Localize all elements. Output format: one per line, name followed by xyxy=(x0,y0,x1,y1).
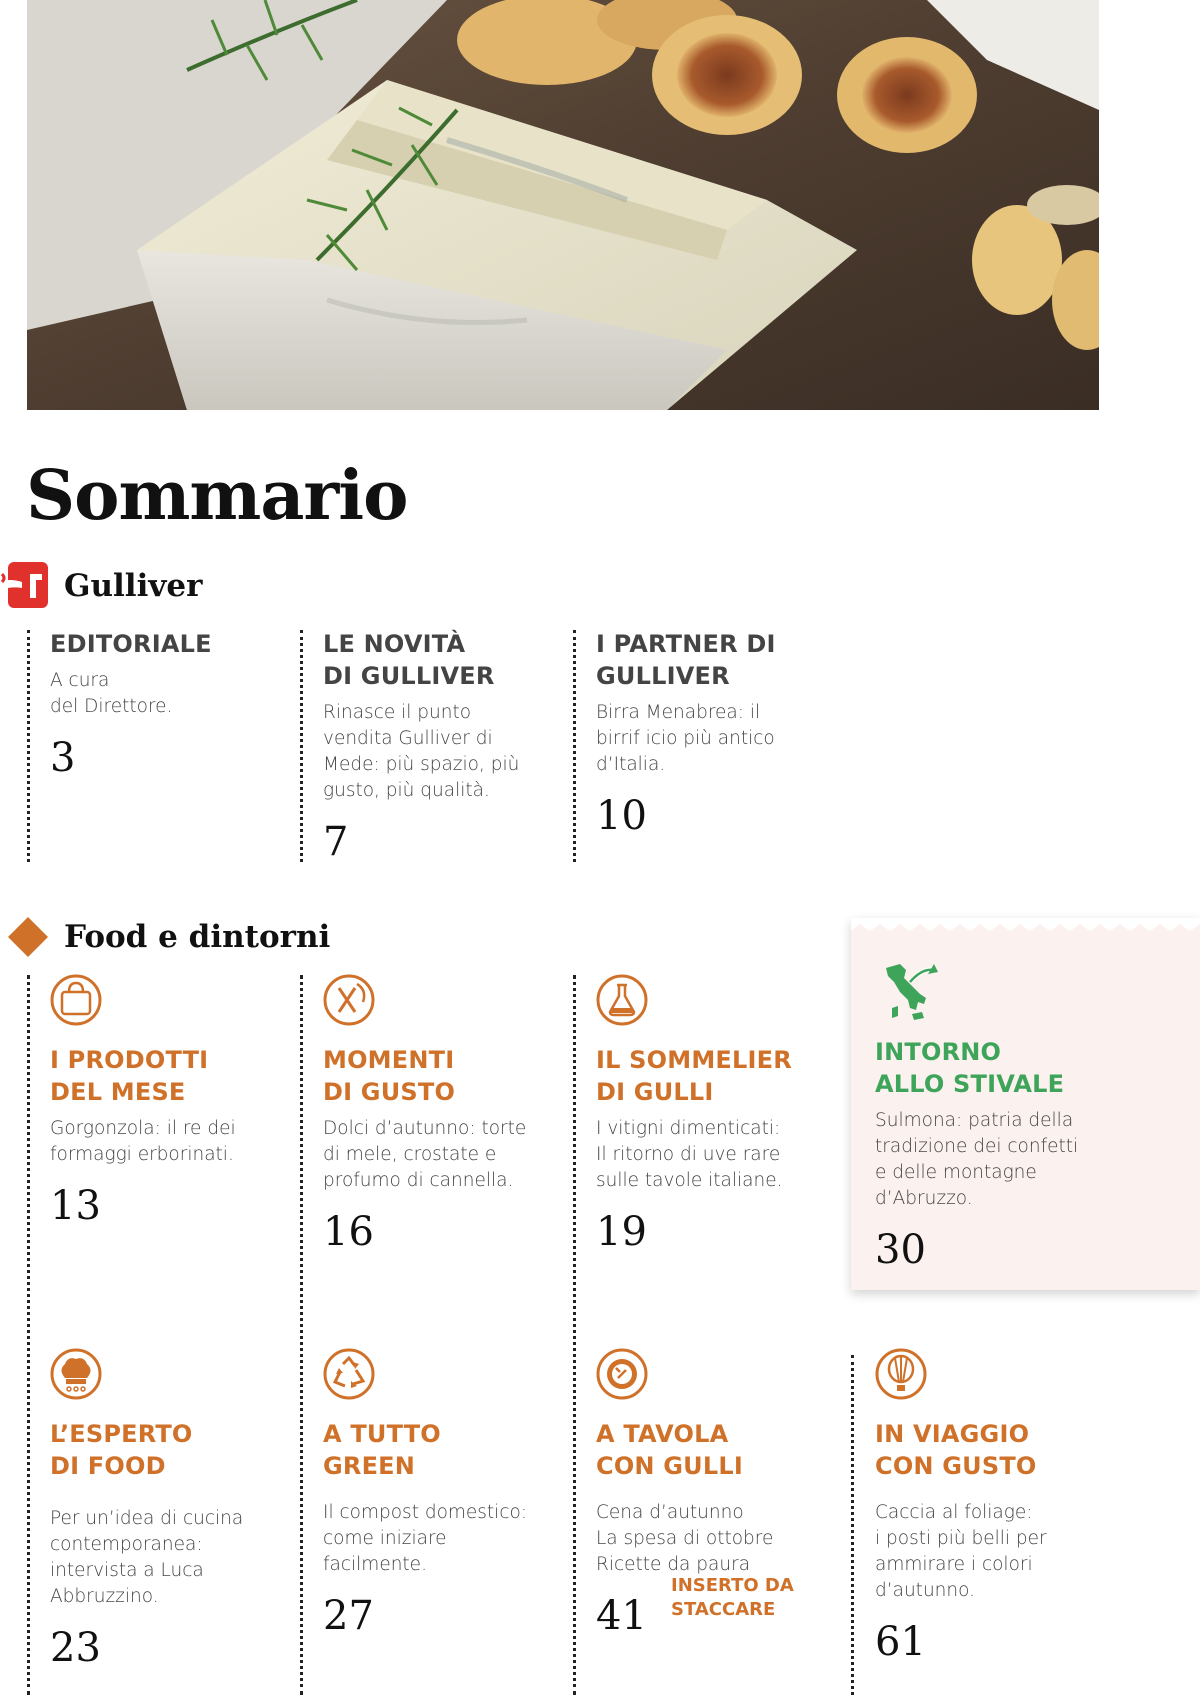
entry-description-line: gusto, più qualità. xyxy=(323,780,490,801)
insert-badge xyxy=(671,1574,794,1622)
card-content xyxy=(875,960,1079,1273)
entry-title xyxy=(323,628,563,692)
entry-description-line: i posti più belli per xyxy=(875,1528,1047,1549)
divider xyxy=(573,975,576,1695)
entry-description-line: Rinasce il punto xyxy=(323,702,472,723)
card-zigzag-edge xyxy=(851,918,1200,932)
page-number: 10 xyxy=(596,793,647,839)
entry-description-line: Dolci d’autunno: torte xyxy=(323,1118,527,1139)
entry-description xyxy=(875,1500,1115,1604)
entry-description xyxy=(50,1116,290,1168)
divider xyxy=(300,630,303,862)
toc-entry-esperto-di-food[interactable] xyxy=(50,1348,290,1671)
entry-description xyxy=(875,1108,1078,1212)
section-title: Food e dintorni xyxy=(64,919,331,955)
entry-title xyxy=(323,1418,563,1482)
toc-entry-sommelier[interactable] xyxy=(596,974,836,1255)
entry-description-line: come iniziare xyxy=(323,1528,447,1549)
entry-title-line: DI GUSTO xyxy=(323,1078,456,1106)
page-number: 61 xyxy=(875,1619,926,1665)
entry-description-line: intervista a Luca xyxy=(50,1560,204,1581)
entry-description xyxy=(50,668,290,720)
entry-description-line: vendita Gulliver di xyxy=(323,728,493,749)
page-number: 7 xyxy=(323,819,349,865)
section-title: Gulliver xyxy=(64,568,203,604)
toc-entry-intorno-allo-stivale[interactable] xyxy=(851,918,1200,1290)
entry-title-line: A TAVOLA xyxy=(596,1420,729,1448)
entry-description-line: ammirare i colori xyxy=(875,1554,1033,1575)
entry-description-line: Caccia al foliage: xyxy=(875,1502,1033,1523)
entry-title xyxy=(50,1418,290,1482)
toc-entry-a-tutto-green[interactable] xyxy=(323,1348,563,1639)
entry-description-line: Il ritorno di uve rare xyxy=(596,1144,781,1165)
divider xyxy=(27,630,30,862)
entry-description xyxy=(596,700,836,778)
wine-flask-icon xyxy=(596,974,648,1026)
entry-description-line: profumo di cannella. xyxy=(323,1170,514,1191)
entry-title-line: INTORNO xyxy=(875,1038,1002,1066)
entry-description-line: di mele, crostate e xyxy=(323,1144,497,1165)
recycle-icon xyxy=(323,1348,375,1400)
page-number: 41 xyxy=(596,1593,647,1639)
hero-photo xyxy=(27,0,1099,410)
entry-title-line: GULLIVER xyxy=(596,662,730,690)
entry-description-line: birrif icio più antico xyxy=(596,728,775,749)
entry-title xyxy=(596,628,836,692)
entry-description-line: del Direttore. xyxy=(50,696,173,717)
entry-title-line: GREEN xyxy=(323,1452,416,1480)
section-header-food xyxy=(6,915,330,959)
divider xyxy=(300,975,303,1695)
entry-description-line: La spesa di ottobre xyxy=(596,1528,774,1549)
entry-description xyxy=(323,1500,563,1578)
entry-description xyxy=(596,1500,836,1578)
entry-title-line: MOMENTI xyxy=(323,1046,455,1074)
diamond-icon xyxy=(6,915,50,959)
page-title: Sommario xyxy=(26,456,408,536)
toc-entry-editoriale[interactable] xyxy=(50,628,290,781)
page-number: 3 xyxy=(50,735,76,781)
entry-title-line: ALLO STIVALE xyxy=(875,1070,1065,1098)
entry-title-line: DI GULLI xyxy=(596,1078,714,1106)
entry-description-line: Cena d’autunno xyxy=(596,1502,744,1523)
page-number: 16 xyxy=(323,1209,374,1255)
entry-description xyxy=(50,1506,290,1610)
entry-title-line: IN VIAGGIO xyxy=(875,1420,1030,1448)
entry-description-line: e delle montagne xyxy=(875,1162,1037,1183)
toc-entry-momenti-di-gusto[interactable] xyxy=(323,974,563,1255)
entry-title-line: CON GULLI xyxy=(596,1452,743,1480)
entry-description-line: tradizione dei confetti xyxy=(875,1136,1079,1157)
cheese-photo xyxy=(27,0,1099,410)
entry-title-line: CON GUSTO xyxy=(875,1452,1037,1480)
page-number: 27 xyxy=(323,1593,374,1639)
entry-title-line: IL SOMMELIER xyxy=(596,1046,792,1074)
toc-entry-prodotti-del-mese[interactable] xyxy=(50,974,290,1229)
insert-badge-line: STACCARE xyxy=(671,1599,776,1620)
entry-title-line: EDITORIALE xyxy=(50,630,212,658)
entry-title-line: I PRODOTTI xyxy=(50,1046,209,1074)
entry-description-line: A cura xyxy=(50,670,110,691)
entry-title xyxy=(50,628,290,660)
gulliver-logo-icon xyxy=(0,560,52,612)
fork-knife-icon xyxy=(323,974,375,1026)
toc-entry-novita[interactable] xyxy=(323,628,563,865)
page-number: 30 xyxy=(875,1227,926,1273)
entry-description-line: d’autunno. xyxy=(875,1580,975,1601)
entry-title-line: DI FOOD xyxy=(50,1452,166,1480)
page-number: 23 xyxy=(50,1625,101,1671)
entry-title xyxy=(50,1044,290,1108)
entry-description xyxy=(323,700,563,804)
entry-title xyxy=(323,1044,563,1108)
entry-description-line: facilmente. xyxy=(323,1554,427,1575)
entry-title xyxy=(596,1044,836,1108)
insert-badge-line: INSERTO DA xyxy=(671,1575,794,1596)
page-number: 19 xyxy=(596,1209,647,1255)
entry-description-line: I vitigni dimenticati: xyxy=(596,1118,781,1139)
chef-hat-icon xyxy=(50,1348,102,1400)
entry-title-line: LE NOVITÀ xyxy=(323,630,466,658)
page-number: 13 xyxy=(50,1183,101,1229)
entry-title-line: I PARTNER DI xyxy=(596,630,776,658)
entry-description-line: d’Abruzzo. xyxy=(875,1188,973,1209)
section-header-gulliver xyxy=(0,560,202,612)
entry-title xyxy=(596,1418,836,1482)
entry-description-line: formaggi erborinati. xyxy=(50,1144,234,1165)
entry-description-line: Per un’idea di cucina xyxy=(50,1508,244,1529)
hot-air-balloon-icon xyxy=(875,1348,927,1400)
divider xyxy=(851,1355,854,1695)
entry-description-line: contemporanea: xyxy=(50,1534,203,1555)
entry-description-line: Gorgonzola: il re dei xyxy=(50,1118,236,1139)
entry-title xyxy=(875,1418,1115,1482)
toc-entry-in-viaggio-con-gusto[interactable] xyxy=(875,1348,1115,1665)
shopping-bag-icon xyxy=(50,974,102,1026)
entry-description-line: Ricette da paura xyxy=(596,1554,751,1575)
entry-description-line: Abbruzzino. xyxy=(50,1586,159,1607)
entry-description-line: d’Italia. xyxy=(596,754,666,775)
italy-map-icon xyxy=(875,960,941,1026)
entry-description xyxy=(596,1116,836,1194)
entry-description-line: Birra Menabrea: il xyxy=(596,702,761,723)
entry-description-line: Mede: più spazio, più xyxy=(323,754,520,775)
toc-entry-partner[interactable] xyxy=(596,628,836,839)
entry-title-line: DEL MESE xyxy=(50,1078,186,1106)
entry-title-line: DI GULLIVER xyxy=(323,662,495,690)
divider xyxy=(573,630,576,862)
entry-title-line: A TUTTO xyxy=(323,1420,441,1448)
divider xyxy=(27,975,30,1695)
entry-title-line: L’ESPERTO xyxy=(50,1420,193,1448)
plate-icon xyxy=(596,1348,648,1400)
entry-title xyxy=(875,1036,1078,1100)
entry-description-line: Sulmona: patria della xyxy=(875,1110,1074,1131)
entry-description-line: Il compost domestico: xyxy=(323,1502,528,1523)
entry-description-line: sulle tavole italiane. xyxy=(596,1170,783,1191)
entry-description xyxy=(323,1116,563,1194)
